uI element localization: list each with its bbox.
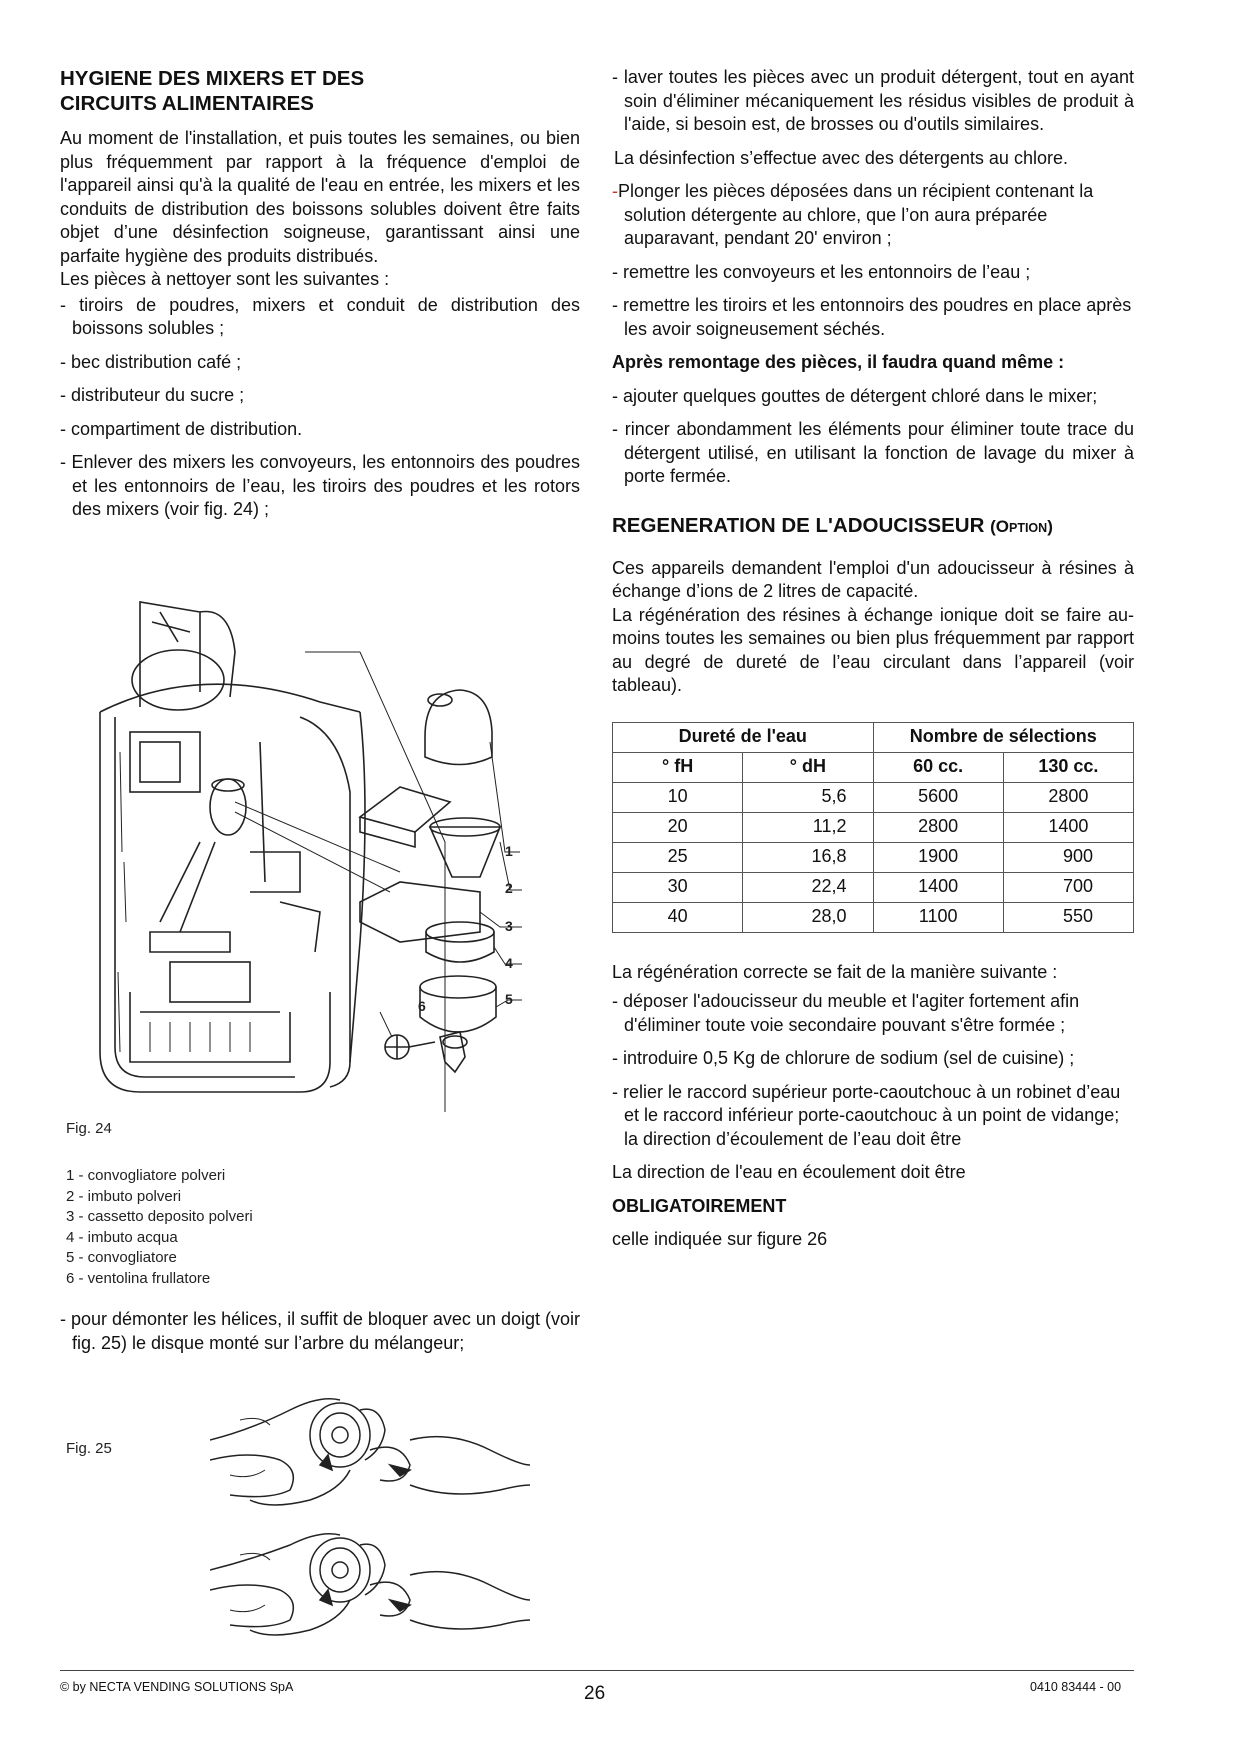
table-row [613, 902, 1134, 932]
regen-correct: La régénération correcte se fait de la manière suivante : [612, 961, 1058, 982]
table-cell: 1400 [1003, 812, 1133, 842]
parts-item: - Enlever des mixers les convoyeurs, les entonnoirs des poudres et les entonnoirs de l’eau, les tiroirs des poudres et les rotors des mixers (voir fig. 24) ; [60, 452, 580, 519]
refit-item: - remettre les convoyeurs et les entonnoirs de l’eau ; [612, 261, 1031, 282]
table-cell: 10 [613, 782, 743, 812]
hardness-table [612, 722, 1134, 933]
legend-item: 5 - convogliatore [66, 1249, 177, 1266]
legend-item: 1 - convogliatore polveri [66, 1167, 226, 1184]
regen-option [990, 517, 1053, 536]
regen-option-rest: PTION [1008, 520, 1048, 535]
parts-item: - compartiment de distribution. [60, 418, 303, 439]
left-column [60, 66, 580, 522]
regen-option-o: (O [990, 516, 1009, 536]
legend-item: 6 - ventolina frullatore [66, 1269, 211, 1287]
parts-item: - bec distribution café ; [60, 351, 242, 372]
table-group-header: Dureté de l'eau [613, 722, 874, 752]
fig24-caption: Fig. 24 [66, 1120, 112, 1137]
footer-divider [60, 1670, 1134, 1671]
fig24-drawing [60, 592, 590, 1132]
table-cell: 1100 [873, 902, 1003, 932]
table-cell: 1900 [873, 842, 1003, 872]
fig25-drawing [210, 1370, 530, 1670]
table-cell: 5,6 [743, 782, 873, 812]
table-cell: 2800 [1003, 782, 1133, 812]
red-dash: - [612, 181, 618, 201]
table-col-header: 60 cc. [873, 752, 1003, 782]
callout-5: 5 [505, 991, 513, 1007]
parts-item: - distributeur du sucre ; [60, 385, 245, 405]
table-row [613, 842, 1134, 872]
regen-p2: La régénération des résines à échange ionique doit se faire au-moins toutes les semaines ou bien plus fréquemment par rapport au degré de dureté de l’eau circulant dans l’appareil (voir tableau). [612, 604, 1134, 695]
table-cell: 11,2 [743, 812, 873, 842]
fig24-legend [66, 1166, 253, 1289]
obligatoire-text: OBLIGATOIREMENT [612, 1195, 787, 1216]
regen-item: - déposer l'adoucisseur du meuble et l'agiter fortement afin d'éliminer toute voie secondaire pouvant s'être formée ; [612, 991, 1080, 1035]
table-cell: 40 [613, 902, 743, 932]
callout-2: 2 [505, 880, 513, 896]
helices-text: - pour démonter les hélices, il suffit de bloquer avec un doigt (voir fig. 25) le disque monté sur l’arbre du mélangeur; [60, 1309, 580, 1353]
page-number: 26 [584, 1683, 606, 1704]
table-cell: 5600 [873, 782, 1003, 812]
table-col-header: 130 cc. [1003, 752, 1133, 782]
wash-item: - laver toutes les pièces avec un produit détergent, tout en ayant soin d'éliminer mécaniquement les résidus visibles de produit à l'aide, si besoin est, de brosses ou d'outils similaires. [612, 67, 1134, 134]
callout-6: 6 [418, 998, 426, 1014]
table-row [613, 782, 1134, 812]
regen-p1: Ces appareils demandent l'emploi d'un adoucisseur à résines à échange d’ions de 2 litres de capacité. [612, 557, 1134, 601]
parts-item: - tiroirs de poudres, mixers et conduit de distribution des boissons solubles ; [60, 294, 580, 338]
table-cell: 700 [1003, 872, 1133, 902]
callout-4: 4 [505, 955, 513, 971]
plonger-item [612, 180, 1134, 251]
regen-item: - relier le raccord supérieur porte-caoutchouc à un robinet d’eau et le raccord inférieur porte-caoutchouc à un point de vidange; la direction d’écoulement de l’eau doit être [612, 1081, 1121, 1149]
after-item: - ajouter quelques gouttes de détergent chloré dans le mixer; [612, 385, 1098, 406]
table-cell: 16,8 [743, 842, 873, 872]
parts-intro: Les pièces à nettoyer sont les suivantes : [60, 269, 390, 289]
regen-heading [612, 513, 1134, 541]
table-header-row [613, 752, 1134, 782]
plonger-text: Plonger les pièces déposées dans un récipient contenant la solution détergente au chlore, que l’on aura préparée auparavant, pendant 20' environ ; [618, 181, 1094, 248]
after-item: - rincer abondamment les éléments pour éliminer toute trace du détergent utilisé, en utilisant la fonction de lavage du mixer à porte fermée. [612, 419, 1134, 486]
table-group-row [613, 722, 1134, 752]
fig25-illustration [210, 1370, 530, 1670]
direction-text: La direction de l'eau en écoulement doit être [612, 1162, 966, 1182]
table-group-header: Nombre de sélections [873, 722, 1134, 752]
regen-item: - introduire 0,5 Kg de chlorure de sodium (sel de cuisine) ; [612, 1048, 1075, 1068]
right-column [612, 66, 1134, 1252]
helices-text-block [60, 1308, 580, 1355]
table-cell: 25 [613, 842, 743, 872]
after-heading: Après remontage des pièces, il faudra quand même : [612, 352, 1065, 372]
celle-text: celle indiquée sur figure 26 [612, 1229, 828, 1249]
legend-item: 3 - cassetto deposito polveri [66, 1208, 253, 1225]
table-col-header: ° fH [613, 752, 743, 782]
hygiene-heading-line1: HYGIENE DES MIXERS ET DES [60, 67, 365, 90]
table-row [613, 812, 1134, 842]
disinfection-text: La désinfection s’effectue avec des détergents au chlore. [614, 147, 1068, 168]
regen-option-close: ) [1047, 516, 1053, 536]
callout-3: 3 [505, 918, 513, 934]
table-cell: 2800 [873, 812, 1003, 842]
table-cell: 550 [1003, 902, 1133, 932]
legend-item: 2 - imbuto polveri [66, 1187, 182, 1205]
table-cell: 28,0 [743, 902, 873, 932]
table-cell: 20 [613, 812, 743, 842]
table-row [613, 872, 1134, 902]
hygiene-heading [60, 66, 580, 116]
refit-item: - remettre les tiroirs et les entonnoirs des poudres en place après les avoir soigneusement séchés. [612, 295, 1132, 339]
document-code: 0410 83444 - 00 [1030, 1680, 1122, 1694]
table-cell: 22,4 [743, 872, 873, 902]
fig24-illustration [60, 592, 590, 1132]
callout-1: 1 [505, 843, 513, 859]
legend-item: 4 - imbuto acqua [66, 1228, 178, 1246]
table-cell: 1400 [873, 872, 1003, 902]
hygiene-intro: Au moment de l'installation, et puis toutes les semaines, ou bien plus fréquemment par rapport à la fréquence d'emploi de l'appareil ainsi qu'à la qualité de l'eau en entrée, les mixers et les conduits de distribution des boissons solubles doivent être faits objet d’une désinfection soigneuse, garantissant ainsi une parfaite hygiène des produits distribués. [60, 128, 580, 266]
table-col-header: ° dH [743, 752, 873, 782]
regen-heading-text: REGENERATION DE L'ADOUCISSEUR [612, 513, 985, 537]
footer-copyright: © by NECTA VENDING SOLUTIONS SpA [60, 1680, 294, 1694]
fig25-caption: Fig. 25 [66, 1440, 112, 1457]
table-cell: 900 [1003, 842, 1133, 872]
hygiene-heading-line2: CIRCUITS ALIMENTAIRES [60, 92, 314, 115]
table-cell: 30 [613, 872, 743, 902]
